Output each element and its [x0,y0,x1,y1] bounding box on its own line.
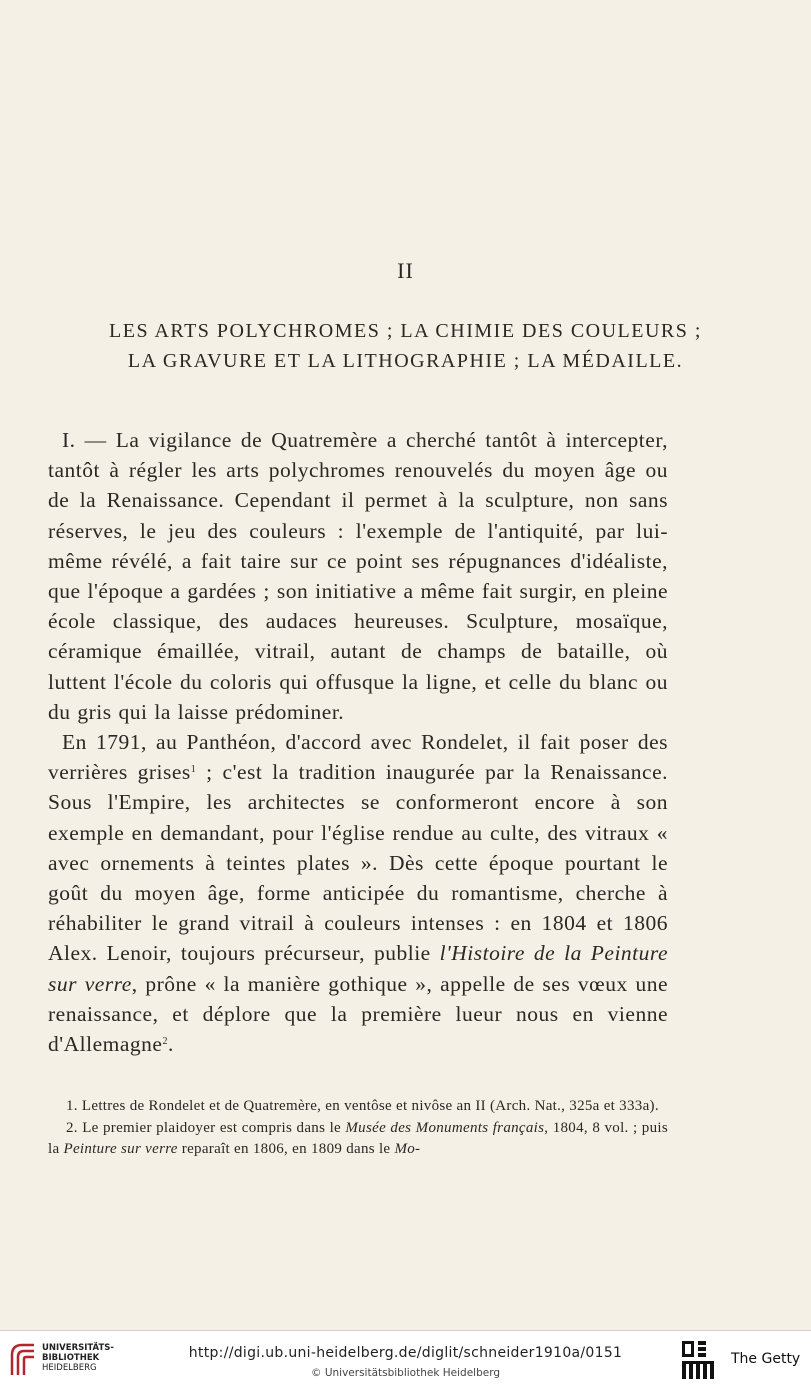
footnote-2-italic-b: Peinture sur verre [63,1141,178,1157]
footnote-2 [48,1118,668,1161]
getty-logo-icon [680,1339,718,1381]
library-name-line-3: HEIDELBERG [42,1363,97,1373]
paragraph-2-part-1: En 1791, au Panthéon, d'accord avec Rondelet, il fait poser des verrières grises [48,730,668,785]
chapter-title-line-2: LA GRAVURE ET LA LITHOGRAPHIE ; LA MÉDAILLE. [127,350,684,372]
library-name-line-1: UNIVERSITÄTS- [42,1343,114,1353]
footnote-2-text-c: reparaît en 1806, en 1809 dans le [177,1141,395,1157]
body-text [48,425,668,1059]
footnote-2-text-b: , 1804, 8 vol. ; puis la [48,1119,669,1157]
chapter-title [0,316,811,376]
footnote-ref-2: 2 [162,1036,168,1048]
paragraph-1: I. — La vigilance de Quatremère a cherché tantôt à intercepter, tantôt à régler les arts polychromes renouvelés du moyen âge ou de la Renaissance. Cependant il permet à la sculpture, non sans réserves, le jeu des couleurs : l'exemple de l'antiquité, par lui-même révélé, a fait taire sur ce point ses répugnances d'idéaliste, que l'époque a gardées ; son initiative a même fait surgir, en pleine école classique, des audaces heureuses. Sculpture, mosaïque, céramique émaillée, vitrail, autant de champs de bataille, où luttent l'école du coloris qui offusque la ligne, et celle du blanc ou du gris qui la laisse prédominer. [48,428,668,724]
footnote-2-italic-a: Musée des Monuments français [345,1119,545,1136]
italic-book-title: l'Histoire de la Peinture sur verre [48,941,668,996]
paragraph-2-part-2: ; c'est la tradition inaugurée par la Renaissance. Sous l'Empire, les architectes se conformeront encore à son exemple en demandant, pour l'église rendue au culte, des vitraux « avec ornements à teintes plates ». Dès cette époque pourtant le goût du moyen âge, forme anticipée du romantisme, cherche à réhabiliter le grand vitrail à couleurs intenses : en 1804 et 1806 Alex. Lenoir, toujours précurseur, publie [48,760,668,966]
paragraph-2-part-4: . [167,1032,174,1057]
viewer-footer [0,1330,811,1389]
permalink-url[interactable]: http://digi.ub.uni-heidelberg.de/diglit/schneider1910a/0151 [188,1345,623,1361]
chapter-title-line-1: LES ARTS POLYCHROMES ; LA CHIMIE DES COULEURS ; [109,320,702,342]
paragraph-2-part-3: , prône « la manière gothique », appelle de ses vœux une renaissance, et déplore que la première lueur nous en vienne d'Allemagne [48,971,668,1057]
footnotes [48,1096,668,1161]
library-name-line-2: BIBLIOTHEK [42,1353,100,1363]
chapter-number: II [397,258,414,283]
footnote-ref-1: 1 [190,764,197,776]
footnote-2-italic-c: Mo- [394,1141,421,1157]
footnote-2-text-a: 2. Le premier plaidoyer est compris dans le [66,1119,346,1136]
footnote-1: 1. Lettres de Rondelet et de Quatremère, en ventôse et nivôse an II (Arch. Nat., 325a et 333a). [66,1098,659,1114]
copyright-notice: © Universitätsbibliothek Heidelberg [310,1367,500,1379]
paragraph-2 [48,727,668,1059]
getty-name: The Getty [731,1351,801,1367]
